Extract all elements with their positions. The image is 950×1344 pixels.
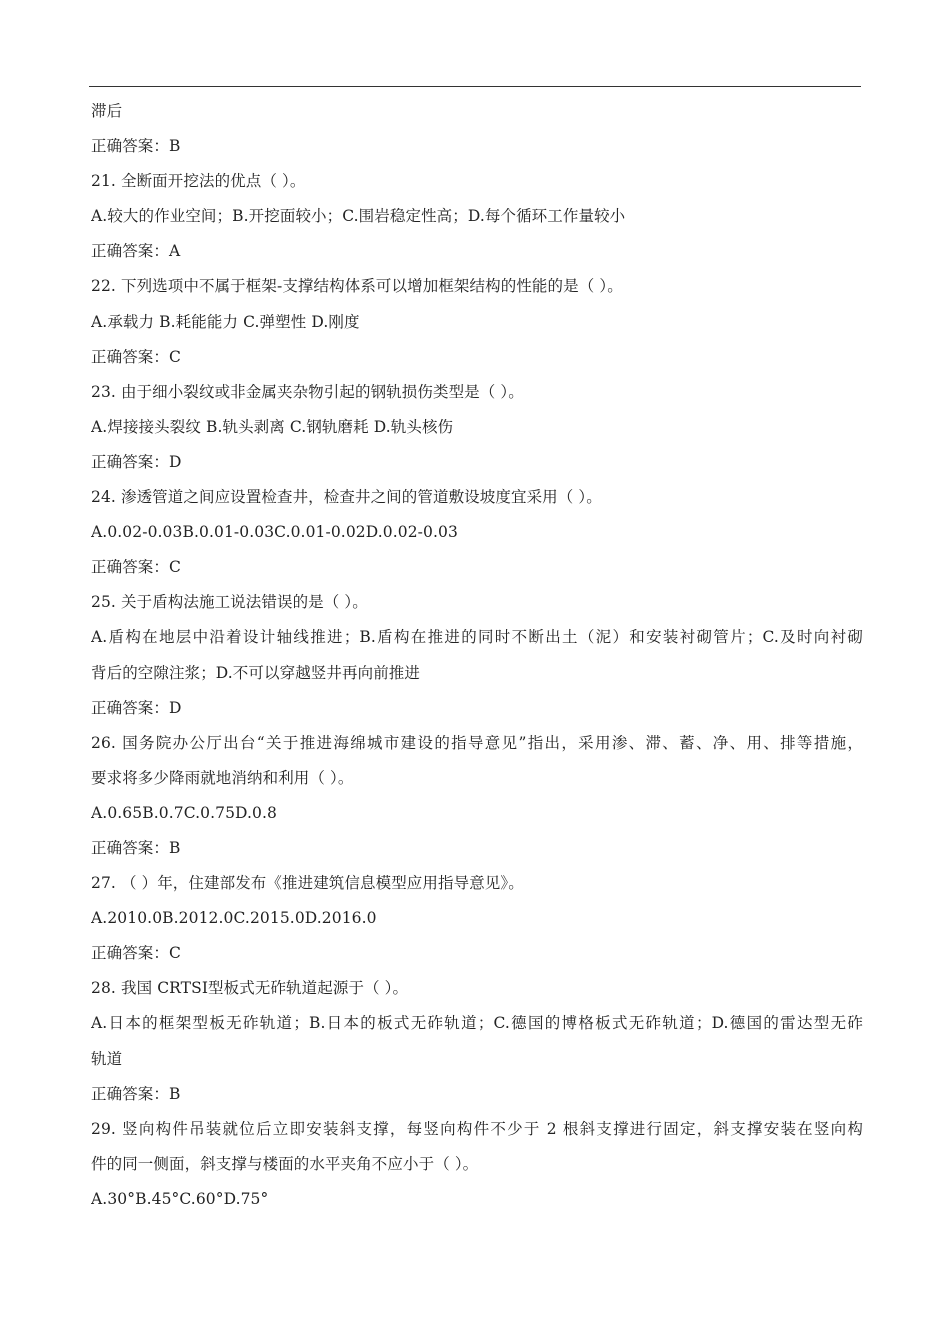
answer-line: 正确答案：B [91, 838, 181, 857]
question-line: 21. 全断面开挖法的优点（ ）。 [91, 172, 306, 191]
answer-line: 正确答案：D [91, 452, 182, 471]
options-line-continued: 轨道 [91, 1049, 123, 1068]
header-rule [89, 86, 861, 87]
answer-line: 正确答案：D [91, 698, 182, 717]
options-line: A.30°B.45°C.60°D.75° [91, 1189, 269, 1208]
options-line: A.2010.0B.2012.0C.2015.0D.2016.0 [91, 909, 377, 928]
question-line: 25. 关于盾构法施工说法错误的是（ ）。 [91, 593, 368, 612]
question-line-continued: 件的同一侧面，斜支撑与楼面的水平夹角不应小于（ ）。 [91, 1154, 479, 1173]
answer-line: 正确答案：C [91, 558, 181, 577]
options-line: A.0.65B.0.7C.0.75D.0.8 [91, 803, 277, 822]
options-line: A.盾构在地层中沿着设计轴线推进；B.盾构在推进的同时不断出土（泥）和安装衬砌管片；C.及时向衬砌 [91, 628, 863, 647]
question-line: 22. 下列选项中不属于框架-支撑结构体系可以增加框架结构的性能的是（ ）。 [91, 277, 623, 296]
options-line: A.0.02-0.03B.0.01-0.03C.0.01-0.02D.0.02-0.03 [91, 523, 458, 542]
answer-line: 正确答案：B [91, 137, 181, 156]
question-line: 24. 渗透管道之间应设置检查井，检查井之间的管道敷设坡度宜采用（ ）。 [91, 488, 602, 507]
question-line: 29. 竖向构件吊装就位后立即安装斜支撑，每竖向构件不少于 2 根斜支撑进行固定，斜支撑安装在竖向构 [91, 1119, 863, 1138]
question-line-continued: 要求将多少降雨就地消纳和利用（ ）。 [91, 768, 354, 787]
answer-line: 正确答案：C [91, 944, 181, 963]
text-line: 滞后 [91, 102, 123, 120]
answer-line: 正确答案：B [91, 1084, 181, 1103]
document-body [91, 94, 863, 1217]
answer-line: 正确答案：C [91, 347, 181, 366]
question-line: 23. 由于细小裂纹或非金属夹杂物引起的钢轨损伤类型是（ ）。 [91, 382, 524, 401]
question-line: 26. 国务院办公厅出台“关于推进海绵城市建设的指导意见”指出，采用渗、滞、蓄、净、用、排等措施， [91, 733, 863, 752]
question-line: 28. 我国 CRTSⅠ型板式无砟轨道起源于（ ）。 [91, 979, 409, 998]
options-line: A.日本的框架型板无砟轨道；B.日本的板式无砟轨道；C.德国的博格板式无砟轨道；D.德国的雷达型无砟 [91, 1014, 863, 1033]
answer-line: 正确答案：A [91, 242, 181, 261]
options-line: A.承载力 B.耗能能力 C.弹塑性 D.刚度 [91, 312, 360, 331]
question-line: 27. （ ）年，住建部发布《推进建筑信息模型应用指导意见》。 [91, 874, 524, 893]
options-line: A.焊接接头裂纹 B.轨头剥离 C.钢轨磨耗 D.轨头核伤 [91, 417, 454, 436]
options-line-continued: 背后的空隙注浆；D.不可以穿越竖井再向前推进 [91, 663, 421, 682]
options-line: A.较大的作业空间；B.开挖面较小；C.围岩稳定性高；D.每个循环工作量较小 [91, 207, 626, 226]
